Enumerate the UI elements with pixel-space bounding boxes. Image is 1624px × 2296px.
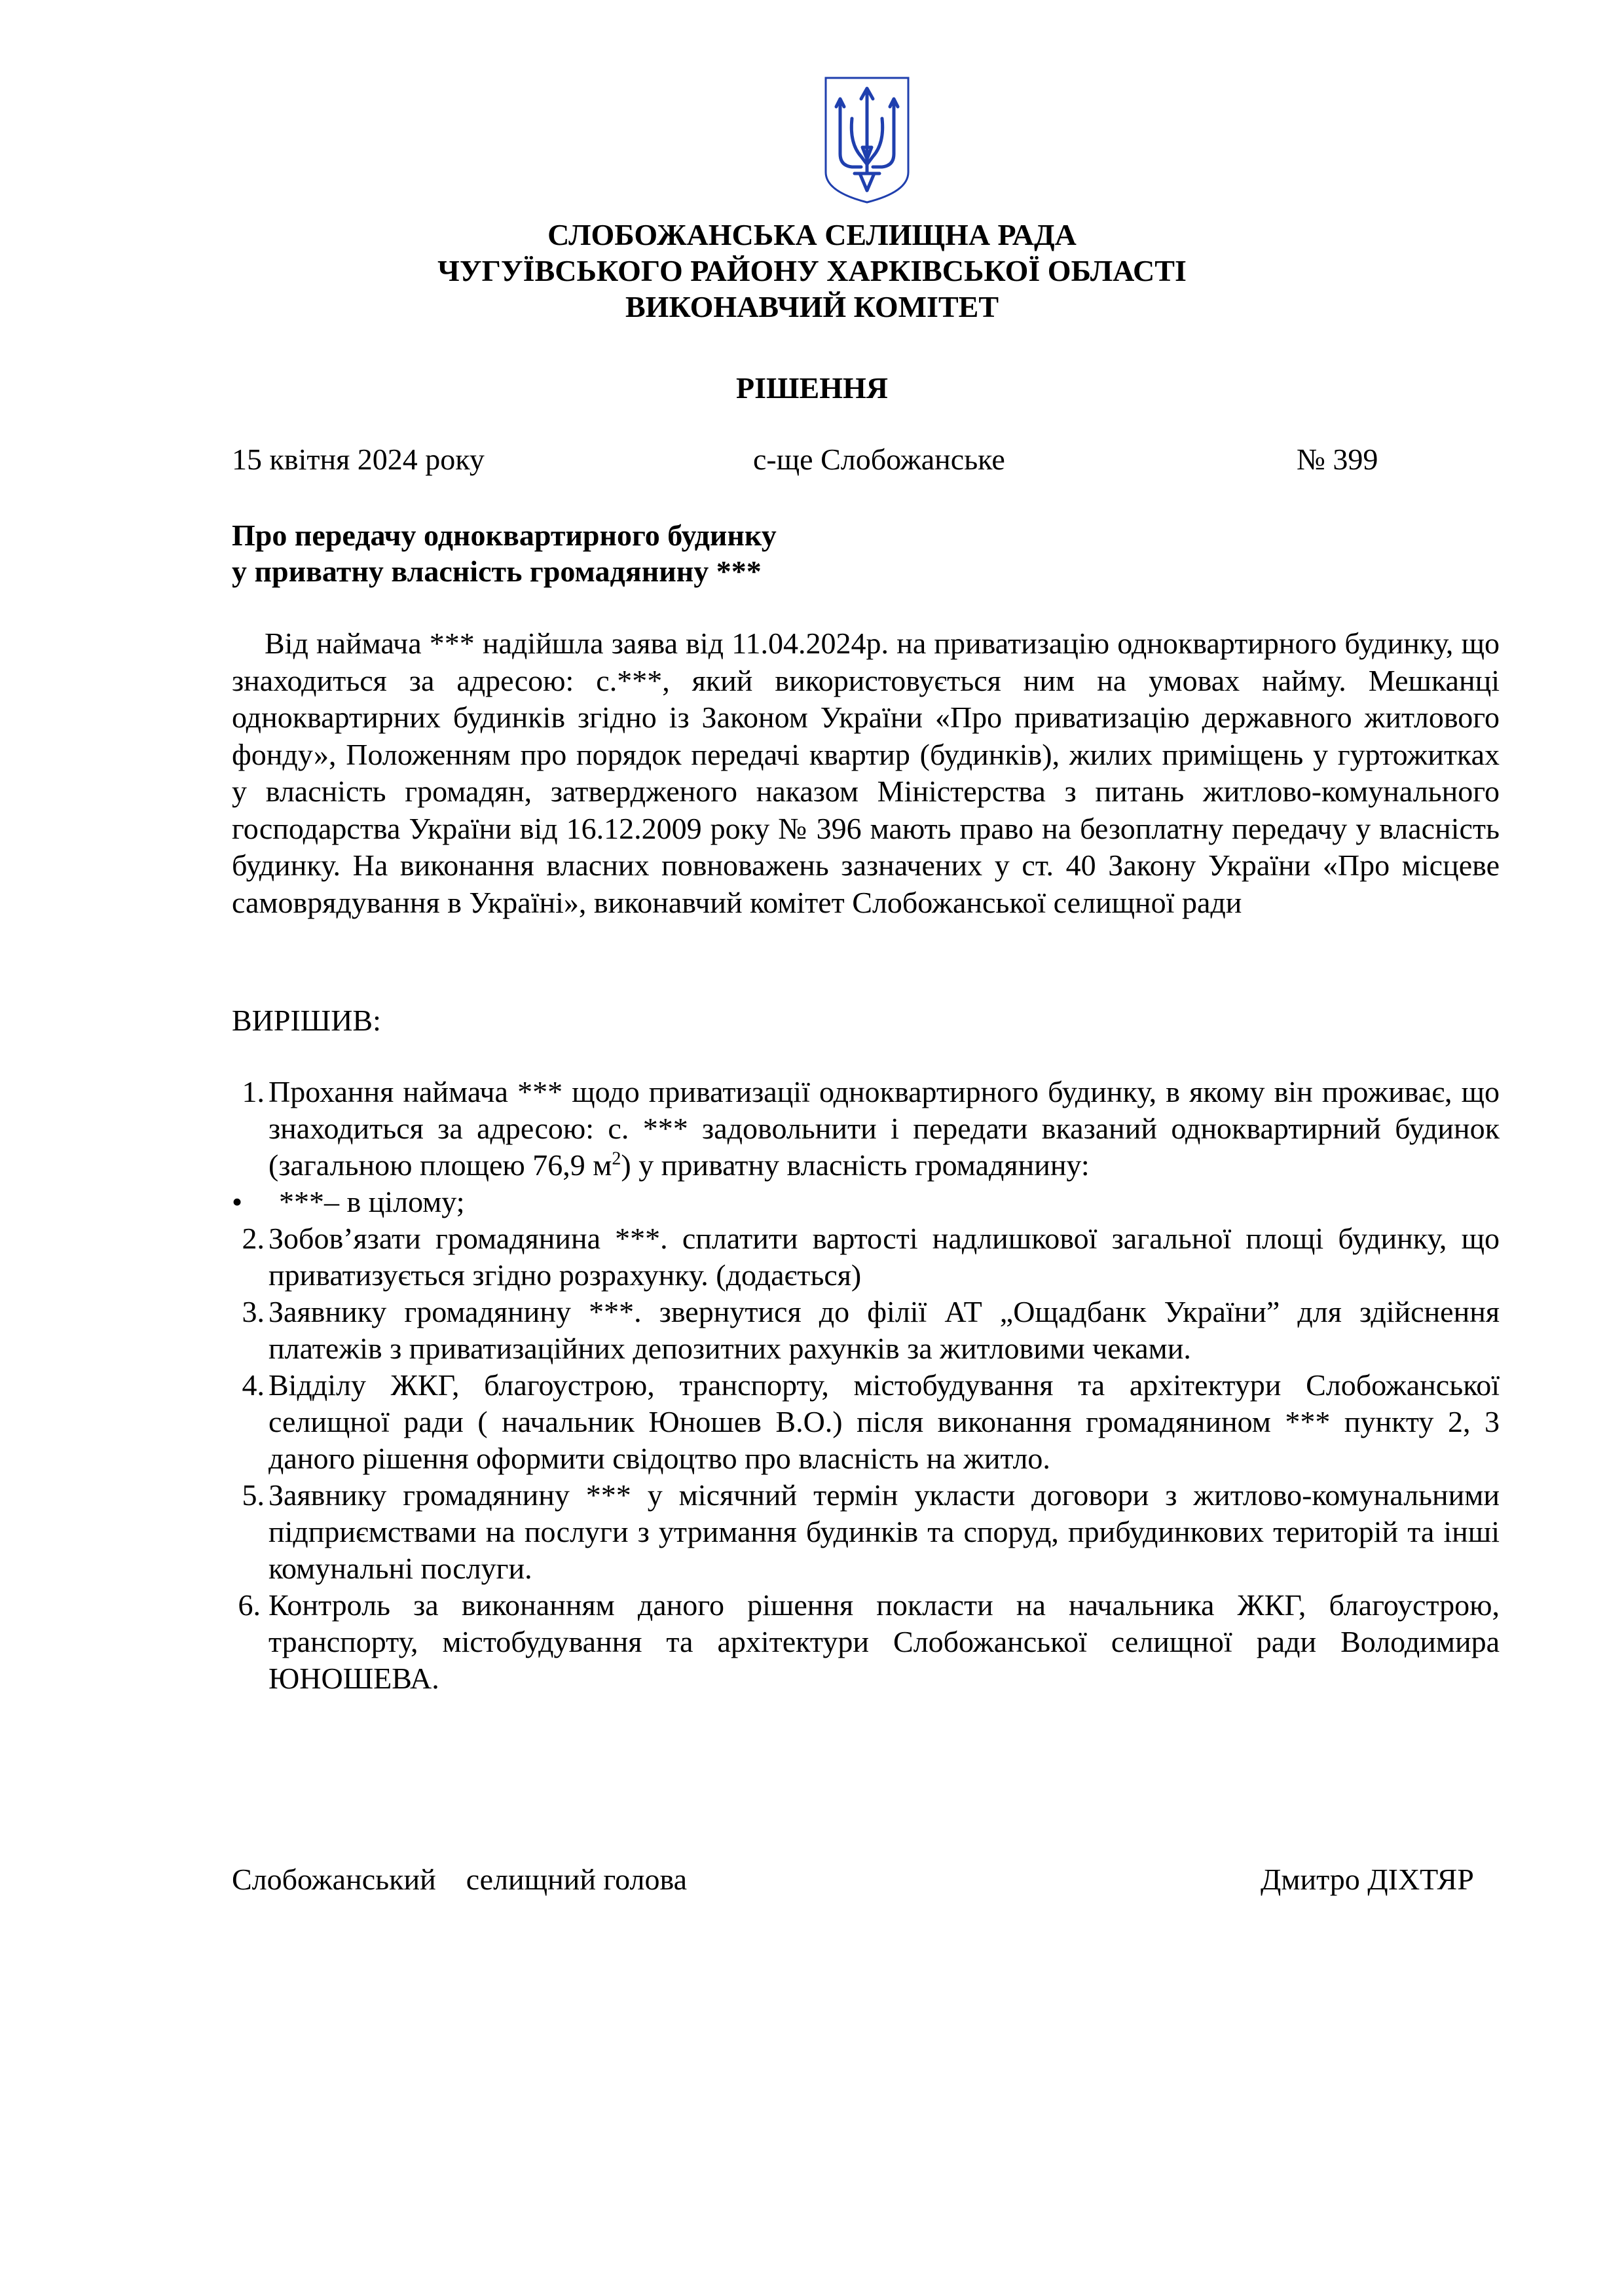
subject-line: у приватну власність громадянину *** (232, 555, 762, 588)
list-item (232, 1074, 1500, 1184)
signatory-title: Слобожанський селищний голова (232, 1863, 688, 1896)
bullet-icon: • (232, 1185, 243, 1218)
list-item (232, 1184, 1500, 1220)
list-item (232, 1587, 1500, 1697)
list-item (232, 1220, 1500, 1294)
list-item (232, 1477, 1500, 1587)
item-superscript: 2 (612, 1148, 621, 1169)
item-number: 2. (242, 1222, 265, 1255)
district-name: ЧУГУЇВСЬКОГО РАЙОНУ ХАРКІВСЬКОЇ ОБЛАСТІ (437, 254, 1187, 287)
signatory-name: Дмитро ДІХТЯР (1261, 1863, 1474, 1896)
decision-items (232, 1074, 1500, 1697)
decision-date: 15 квітня 2024 року (232, 443, 485, 476)
list-item (232, 1294, 1500, 1367)
item-number: 6. (238, 1588, 261, 1622)
subject-line: Про передачу одноквартирного будинку (232, 519, 777, 552)
decision-number: № 399 (1297, 443, 1378, 476)
item-text: Прохання наймача *** щодо приватизації одноквартирного будинку, в якому він проживає, що знаходиться за адресою: с. *** задовольнити і передати вказаний одноквартирний будинок (загальною площею 76,9 м (268, 1075, 1500, 1182)
decision-subject (232, 517, 777, 589)
item-text: Відділу ЖКГ, благоустрою, транспорту, містобудування та архітектури Слобожанської селищної ради ( начальник Юношев В.О.) після виконання громадянином *** пункту 2, 3 даного рішення оформити свідоцтво про власність на житло. (268, 1368, 1500, 1475)
item-text: Зобов’язати громадянина ***. сплатити вартості надлишкової загальної площі будинку, що приватизується згідно розрахунку. (додається) (268, 1222, 1500, 1292)
document-title: РІШЕННЯ (736, 371, 888, 405)
decision-place: с-ще Слобожанське (753, 443, 1005, 476)
item-text: Заявнику громадянину ***. звернутися до філії АТ „Ощадбанк України” для здійснення платежів з приватизаційних депозитних рахунків за житловими чеками. (268, 1295, 1500, 1365)
item-number: 3. (242, 1295, 265, 1328)
item-text: ) у приватну власність громадянину: (621, 1148, 1090, 1182)
council-name: СЛОБОЖАНСЬКА СЕЛИЩНА РАДА (547, 218, 1077, 251)
list-item (232, 1367, 1500, 1477)
committee-name: ВИКОНАВЧИЙ КОМІТЕТ (625, 290, 999, 323)
preamble-paragraph: Від наймача *** надійшла заява від 11.04.2024р. на приватизацію одноквартирного будинку, що знаходиться за адресою: с.***, який використовується ним на умовах найму. Мешканці одноквартирних будинків згідно із Законом України «Про приватизацію державного житлового фонду», Положенням про порядок передачі квартир (будинків), жилих приміщень у гуртожитках у власність громадян, затвердженого наказом Міністерства з питань житлово-комунального господарства України від 16.12.2009 року № 396 мають право на безоплатну передачу у власність будинку. На виконання власних повноважень зазначених у ст. 40 Закону України «Про місцеве самоврядування в Україні», виконавчий комітет Слобожанської селищної ради (232, 627, 1500, 919)
item-number: 1. (242, 1075, 265, 1108)
resolved-heading: ВИРІШИВ: (232, 1004, 381, 1037)
item-text: Заявнику громадянину *** у місячний термін укласти договори з житлово-комунальними підприємствами на послуги з утримання будинків та споруд, прибудинкових територій та інші комунальні послуги. (268, 1478, 1500, 1585)
item-number: 5. (242, 1478, 265, 1512)
item-text: ***– в цілому; (279, 1185, 465, 1218)
item-number: 4. (242, 1368, 265, 1402)
coat-of-arms-icon (823, 75, 911, 205)
item-text: Контроль за виконанням даного рішення покласти на начальника ЖКГ, благоустрою, транспорту, містобудування та архітектури Слобожанської селищної ради Володимира ЮНОШЕВА. (268, 1588, 1500, 1695)
